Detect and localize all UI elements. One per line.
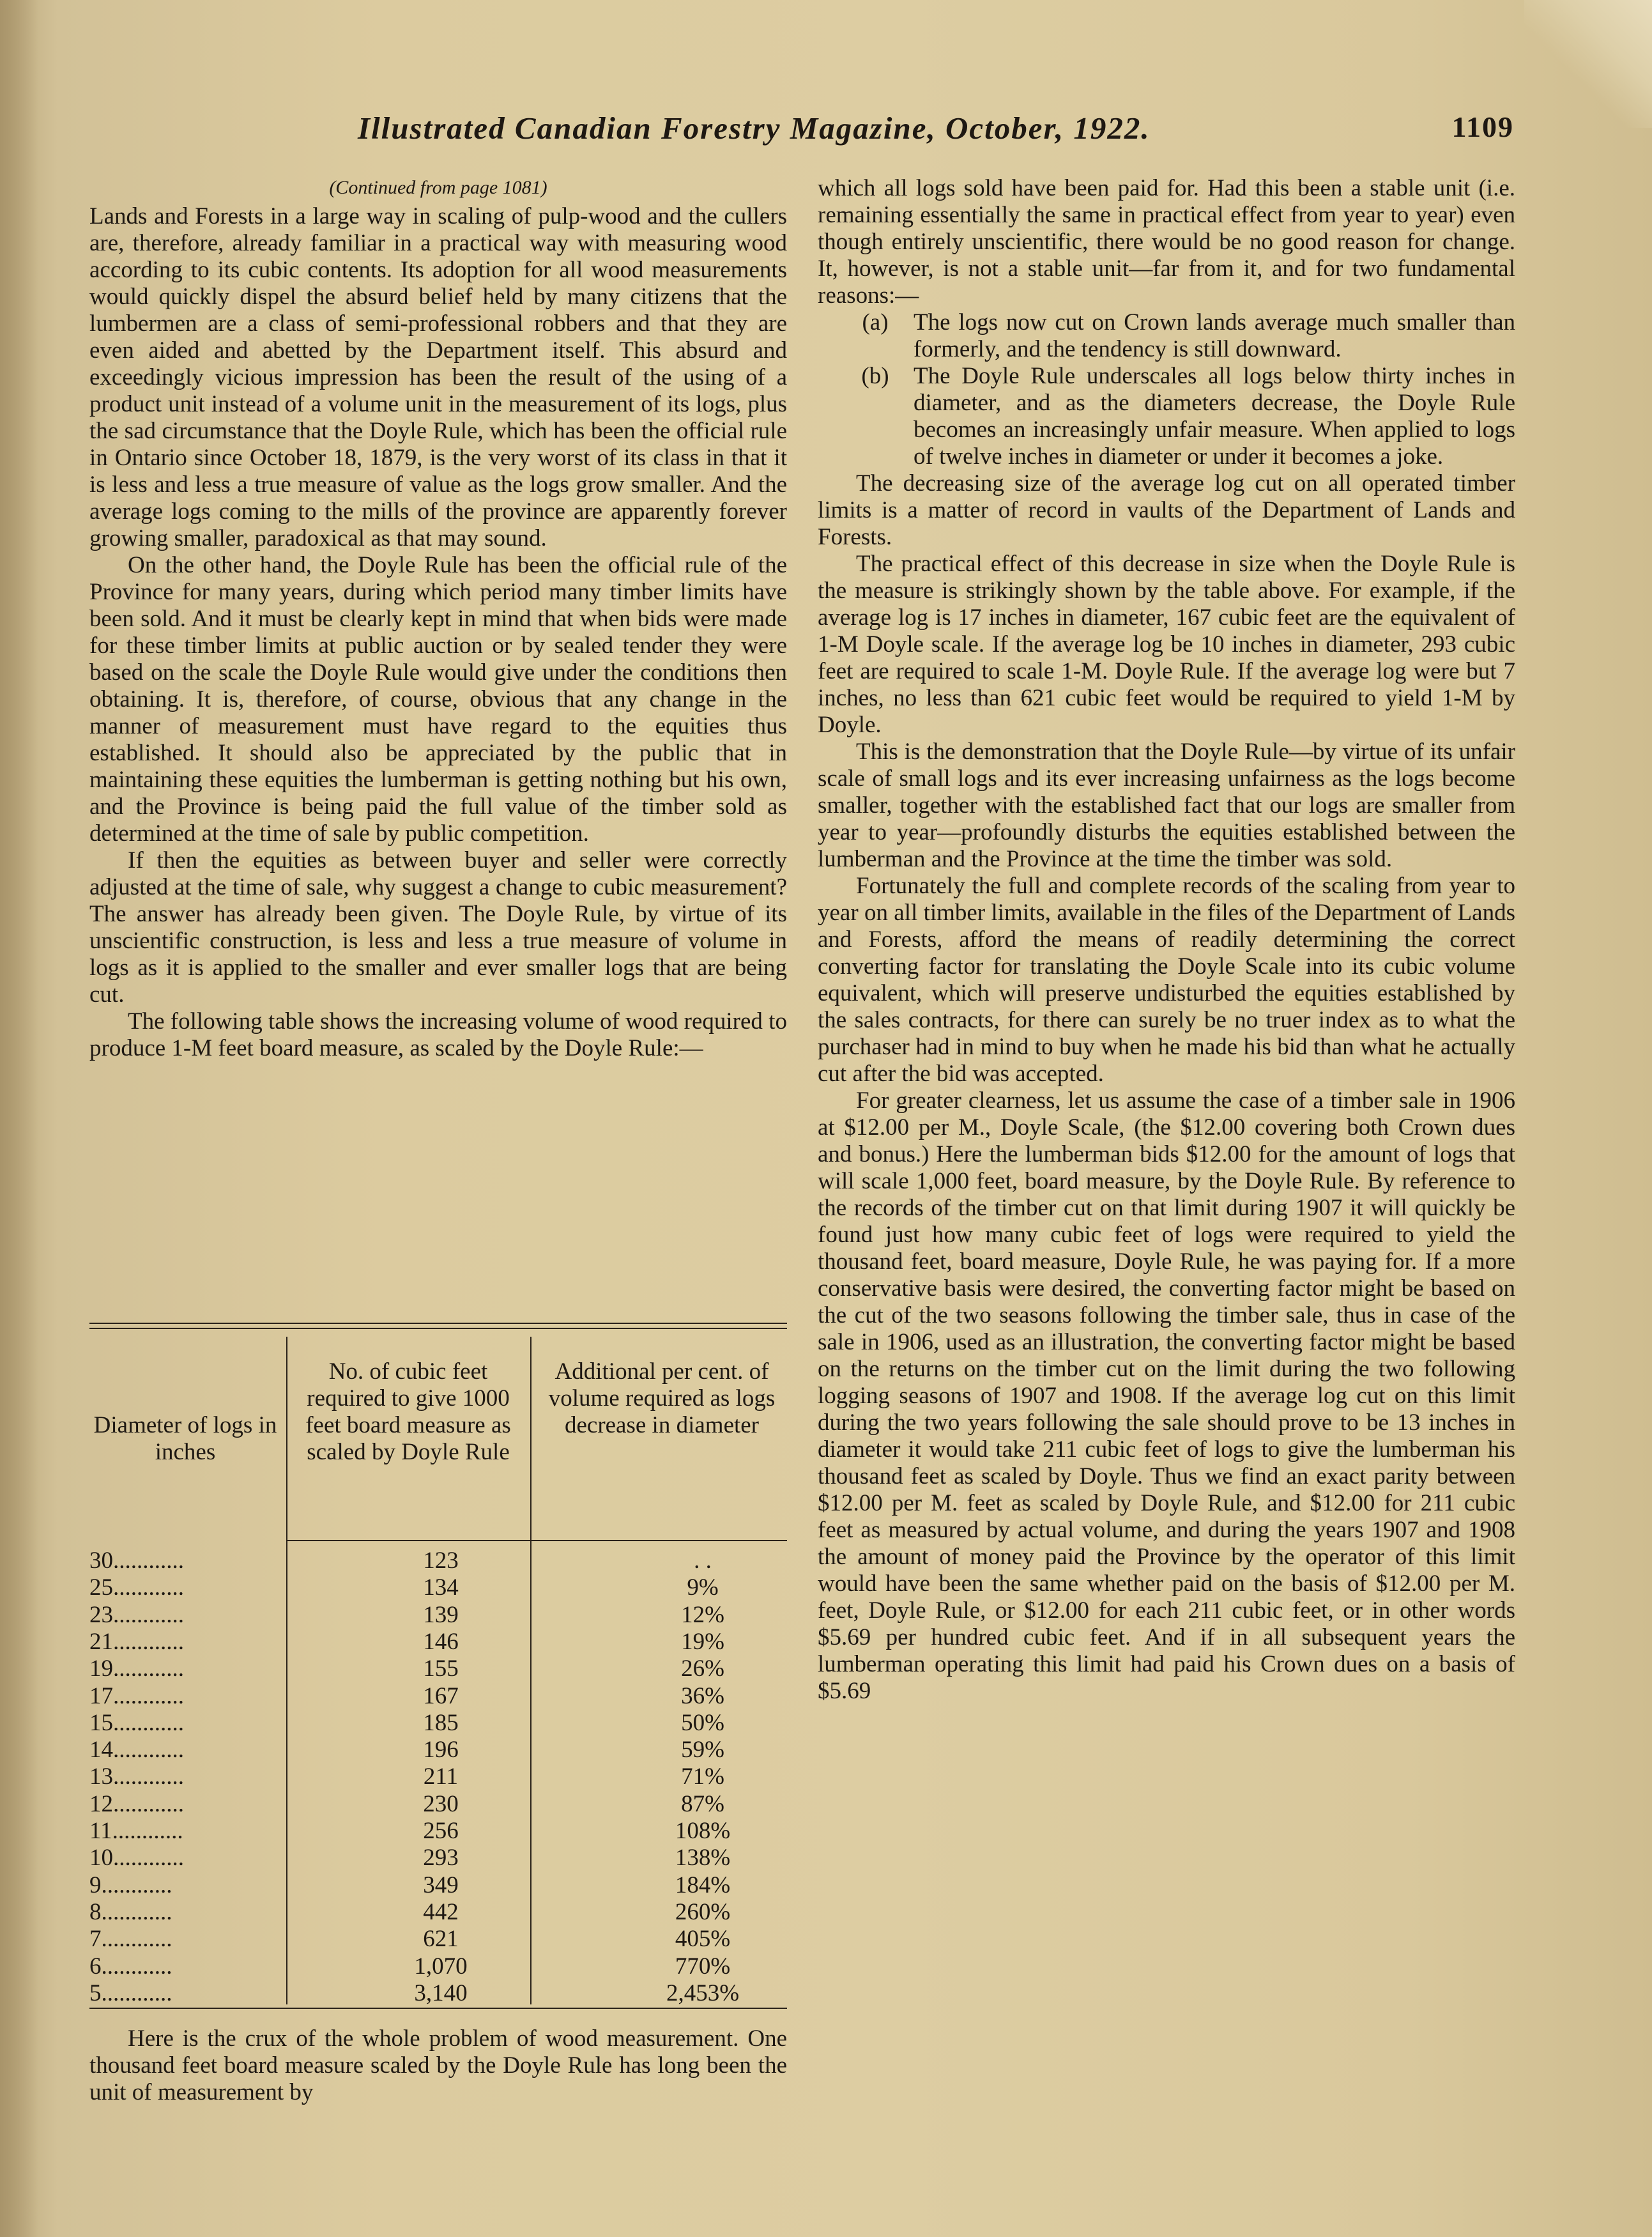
additional-percent-cell: 138% (675, 1845, 731, 1872)
paragraph: If then the equities as between buyer and seller were correctly adjusted at the time of sale, why suggest a change to cubic measurement? The answer has already been given. The Doyle Rule, by virtue of its unscientific construction, is less and less a true measure of volume in logs as it is applied to the smaller and ever smaller logs that are being cut. (89, 847, 787, 1008)
paragraph: The decreasing size of the average log cut on all operated timber limits is a matter of record in vaults of the Department of Lands and Forests. (818, 470, 1515, 550)
doyle-rule-table (89, 1323, 787, 2019)
additional-percent-cell: 36% (681, 1682, 724, 1709)
paragraph: On the other hand, the Doyle Rule has been the official rule of the Province for many years, during which period many timber limits have been sold. And it must be clearly kept in mind that when bids were made for these timber limits at public auction or by sealed tender they were based on the scale the Doyle Rule would give under the conditions then obtaining. It is, therefore, of course, obvious that any change in the manner of measurement must have regard to the equities thus established. It should also be appreciated by the public that in maintaining these equities the lumberman is getting nothing but his own, and the Province is being paid the full value of the timber sold as determined at the time of sale by public competition. (89, 552, 787, 847)
cubic-feet-cell: 123 (423, 1548, 459, 1574)
table-row (89, 1791, 787, 1818)
right-column (818, 175, 1515, 1705)
left-column-after-table (89, 2026, 787, 2106)
page-corner (1524, 0, 1652, 128)
additional-percent-cell: 12% (681, 1601, 724, 1628)
table-row (89, 1574, 787, 1601)
additional-percent-cell: 108% (675, 1818, 731, 1844)
paragraph: The following table shows the increasing volume of wood required to produce 1-M feet board measure, as scaled by the Doyle Rule:— (89, 1008, 787, 1061)
diameter-cell: 10............ (89, 1845, 184, 1872)
header-additional-percent: Additional per cent. of volume required as logs decrease in diameter (548, 1358, 776, 1438)
diameter-cell: 7............ (89, 1926, 172, 1953)
table-row (89, 1683, 787, 1710)
additional-percent-cell: 59% (681, 1737, 724, 1764)
additional-percent-cell: 26% (681, 1656, 724, 1682)
table-bottom-rule (89, 2008, 787, 2009)
cubic-feet-cell: 155 (423, 1656, 459, 1682)
diameter-cell: 30............ (89, 1548, 184, 1574)
cubic-feet-cell: 3,140 (414, 1979, 468, 2006)
table-row (89, 1737, 787, 1764)
table-row (89, 1548, 787, 1574)
paragraph: The practical effect of this decrease in size when the Doyle Rule is the measure is strikingly shown by the table above. For example, if the average log is 17 inches in diameter, 167 cubic feet are the equivalent of 1-M Doyle scale. If the average log be 10 inches in diameter, 293 cubic feet are required to scale 1-M. Doyle Rule. If the average log were but 7 inches, no less than 621 cubic feet would be required to yield 1-M by Doyle. (818, 551, 1515, 738)
diameter-cell: 19............ (89, 1656, 184, 1682)
diameter-cell: 14............ (89, 1737, 184, 1764)
header-diameter: Diameter of logs in inches (93, 1412, 277, 1465)
cubic-feet-cell: 185 (423, 1709, 459, 1736)
additional-percent-cell: 19% (681, 1628, 724, 1655)
continued-note: (Continued from page 1081) (329, 177, 547, 198)
diameter-cell: 17............ (89, 1682, 184, 1709)
cubic-feet-cell: 1,070 (414, 1953, 468, 1979)
additional-percent-cell: 405% (675, 1926, 731, 1953)
diameter-cell: 12............ (89, 1790, 184, 1817)
paragraph: Lands and Forests in a large way in scaling of pulp-wood and the cullers are, therefore, already familiar in a practical way with measuring wood according to its cubic contents. Its adoption for all wood measurements would quickly dispel the absurd belief held by many citizens that the lumbermen are a class of semi-professional robbers and that they are even aided and abetted by the Department itself. This absurd and exceedingly vicious impression has been the result of the using of a product unit instead of a volume unit in the measurement of its logs, plus the sad circumstance that the Doyle Rule, which has been the official rule in Ontario since October 18, 1879, is the very worst of its class in that it is less and less a true measure of value as the logs grow smaller. And the average logs coming to the mills of the province are apparently forever growing smaller, paradoxical as that may sound. (89, 203, 787, 551)
diameter-cell: 5............ (89, 1979, 172, 2006)
list-text: The Doyle Rule underscales all logs below thirty inches in diameter, and as the diameters decrease, the Doyle Rule becomes an increasingly unfair measure. When applied to logs of twelve inches in diameter or under it becomes a joke. (914, 363, 1515, 470)
cubic-feet-cell: 256 (423, 1818, 459, 1844)
diameter-cell: 13............ (89, 1764, 184, 1790)
table-top-rule (89, 1323, 787, 1324)
table-row (89, 1602, 787, 1629)
additional-percent-cell: 260% (675, 1898, 731, 1925)
diameter-cell: 21............ (89, 1628, 184, 1655)
cubic-feet-cell: 621 (423, 1926, 459, 1953)
diameter-cell: 15............ (89, 1709, 184, 1736)
table-row (89, 1818, 787, 1845)
additional-percent-cell: 770% (675, 1953, 731, 1979)
running-header (358, 110, 1514, 161)
list-text: The logs now cut on Crown lands average much smaller than formerly, and the tendency is still downward. (914, 309, 1515, 362)
additional-percent-cell: 50% (681, 1709, 724, 1736)
table-row (89, 1899, 787, 1926)
header-cubic-feet: No. of cubic feet required to give 1000 feet board measure as scaled by Doyle Rule (305, 1358, 511, 1465)
table-row (89, 1710, 787, 1737)
diameter-cell: 8............ (89, 1898, 172, 1925)
cubic-feet-cell: 230 (423, 1790, 459, 1817)
diameter-cell: 11............ (89, 1818, 183, 1844)
cubic-feet-cell: 196 (423, 1737, 459, 1764)
table-row (89, 1980, 787, 2007)
cubic-feet-cell: 349 (423, 1872, 459, 1898)
paragraph: This is the demonstration that the Doyle Rule—by virtue of its unfair scale of small logs and its ever increasing unfairness as the logs become smaller, together with the established fact that our logs are smaller from year to year—profoundly disturbs the equities established between the lumberman and the Province at the time the timber was sold. (818, 739, 1515, 872)
list-item (818, 363, 1515, 470)
cubic-feet-cell: 139 (423, 1601, 459, 1628)
binding-shadow (0, 0, 38, 2237)
additional-percent-cell: 184% (675, 1872, 731, 1898)
cubic-feet-cell: 211 (423, 1764, 459, 1790)
cubic-feet-cell: 442 (423, 1898, 459, 1925)
list-label: (b) (861, 363, 889, 389)
additional-percent-cell: . . (694, 1548, 712, 1574)
table-row (89, 1764, 787, 1790)
list-item (818, 309, 1515, 363)
header-rule (286, 1540, 787, 1541)
paragraph: Here is the crux of the whole problem of wood measurement. One thousand feet board measure scaled by the Doyle Rule has long been the unit of measurement by (89, 2026, 787, 2105)
table-row (89, 1656, 787, 1682)
paragraph: which all logs sold have been paid for. Had this been a stable unit (i.e. remaining essentially the same in practical effect from year to year) even though entirely unscientific, there would be no good reason for change. It, however, is not a stable unit—far from it, and for two fundamental reasons:— (818, 175, 1515, 309)
running-title: Illustrated Canadian Forestry Magazine, October, 1922. (358, 111, 1151, 146)
page-number: 1109 (1451, 111, 1514, 143)
diameter-cell: 23............ (89, 1601, 184, 1628)
table-top-rule (89, 1328, 787, 1329)
list-label: (a) (862, 309, 889, 335)
additional-percent-cell: 71% (681, 1764, 724, 1790)
paragraph: Fortunately the full and complete records of the scaling from year to year on all timber limits, available in the files of the Department of Lands and Forests, afford the means of readily determining the correct converting factor for translating the Doyle Scale into its cubic volume equivalent, which will preserve undisturbed the equities established by the sales contracts, for there can surely be no truer index as to what the purchaser had in mind to buy when he made his bid than what he actually cut after the bid was accepted. (818, 873, 1515, 1087)
cubic-feet-cell: 146 (423, 1628, 459, 1655)
cubic-feet-cell: 134 (423, 1574, 459, 1601)
table-row (89, 1953, 787, 1980)
table-row (89, 1629, 787, 1656)
table-row (89, 1845, 787, 1872)
additional-percent-cell: 9% (687, 1574, 719, 1601)
left-column (89, 175, 787, 1062)
diameter-cell: 25............ (89, 1574, 184, 1601)
paragraph: For greater clearness, let us assume the case of a timber sale in 1906 at $12.00 per M., Doyle Scale, (the $12.00 covering both Crown dues and bonus.) Here the lumberman bids $12.00 for the amount of logs that will scale 1,000 feet, board measure, by the Doyle Rule. By reference to the records of the timber cut on that limit during 1907 it will quickly be found just how many cubic feet of logs were required to yield the thousand feet, board measure, Doyle Rule, he was paying for. If a more conservative basis were desired, the converting factor might be based on the cut of the two seasons following the timber sale, thus in case of the sale in 1906, used as an illustration, the converting factor might be based on the returns on the timber cut on the limit during the two following logging seasons of 1907 and 1908. If the average log cut on this limit during the two years following the sale should prove to be 13 inches in diameter it would take 211 cubic feet of logs to give the lumberman his thousand feet as scaled by Doyle. Thus we find an exact parity between $12.00 per M. feet as scaled by Doyle Rule, and $12.00 for 211 cubic feet as measured by actual volume, and during the years 1907 and 1908 the amount of money paid the Province by the operator of this limit would have been the same whether paid on the basis of $12.00 per M. feet, Doyle Rule, or $12.00 for each 211 cubic feet, or in other words $5.69 per hundred cubic feet. And if in all subsequent years the lumberman operating this limit had paid his Crown dues on a basis of $5.69 (818, 1088, 1515, 1704)
additional-percent-cell: 87% (681, 1790, 724, 1817)
table-row (89, 1872, 787, 1899)
cubic-feet-cell: 167 (423, 1682, 459, 1709)
table-row (89, 1926, 787, 1953)
diameter-cell: 9............ (89, 1872, 172, 1898)
diameter-cell: 6............ (89, 1953, 172, 1979)
cubic-feet-cell: 293 (423, 1845, 459, 1872)
additional-percent-cell: 2,453% (666, 1979, 740, 2006)
